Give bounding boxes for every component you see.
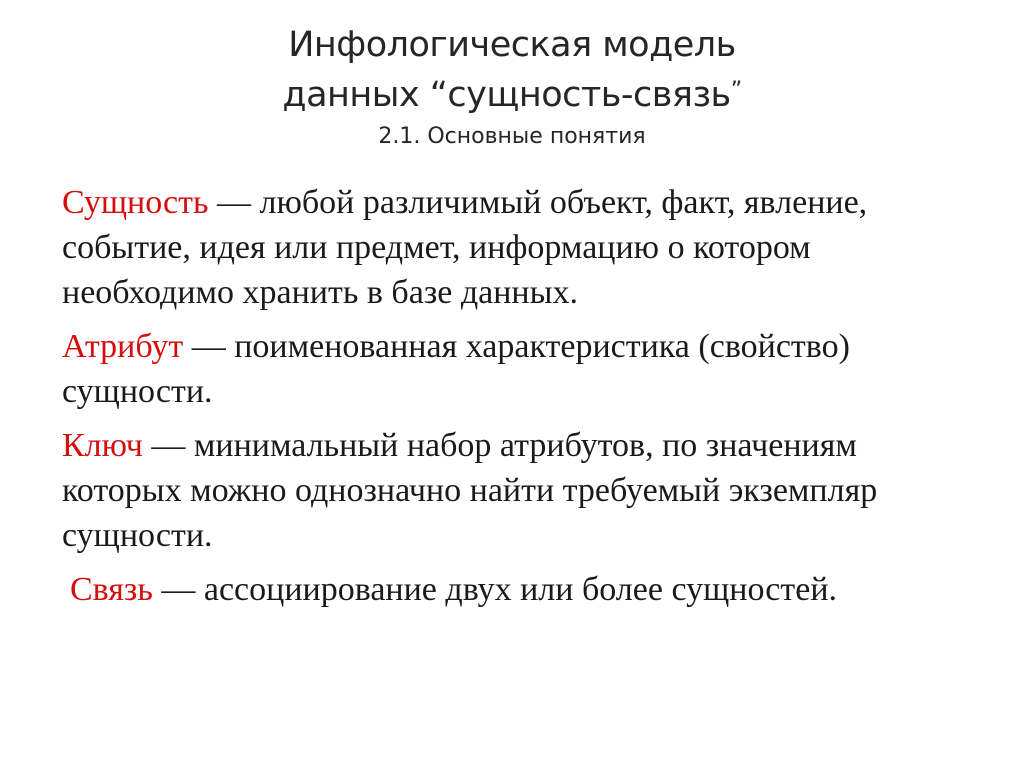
- title-closing-quote: ”: [730, 78, 742, 103]
- term-attribute: Атрибут: [62, 328, 184, 365]
- definition-dash: —: [208, 184, 260, 221]
- title-line-1: Инфологическая модель: [288, 25, 736, 65]
- definition-dash: —: [152, 571, 204, 608]
- term-relationship: Связь: [70, 571, 153, 608]
- term-entity: Сущность: [62, 184, 209, 221]
- definition-text: любой различимый объект, факт, явление, событие, идея или предмет, информацию о котором необходимо хранить в базе данных.: [62, 184, 868, 311]
- term-key: Ключ: [62, 427, 143, 464]
- slide-subtitle: 2.1. Основные понятия: [378, 124, 646, 149]
- definition-key: [62, 423, 982, 558]
- definition-text: поименованная характеристика (свойство) сущности.: [62, 328, 850, 410]
- definition-relationship: [62, 567, 982, 612]
- title-line-2: [0, 68, 1024, 118]
- definition-dash: —: [183, 328, 235, 365]
- slide-title: [0, 22, 1024, 118]
- title-line-2-main: данных “сущность-связь: [282, 75, 731, 115]
- definition-attribute: [62, 324, 982, 414]
- definitions-list: [62, 180, 982, 621]
- definition-entity: [62, 180, 982, 315]
- definition-text: ассоциирование двух или более сущностей.: [203, 571, 838, 608]
- definition-text: минимальный набор атрибутов, по значениям которых можно однозначно найти требуемый экземпляр сущности.: [62, 427, 878, 554]
- definition-dash: —: [142, 427, 194, 464]
